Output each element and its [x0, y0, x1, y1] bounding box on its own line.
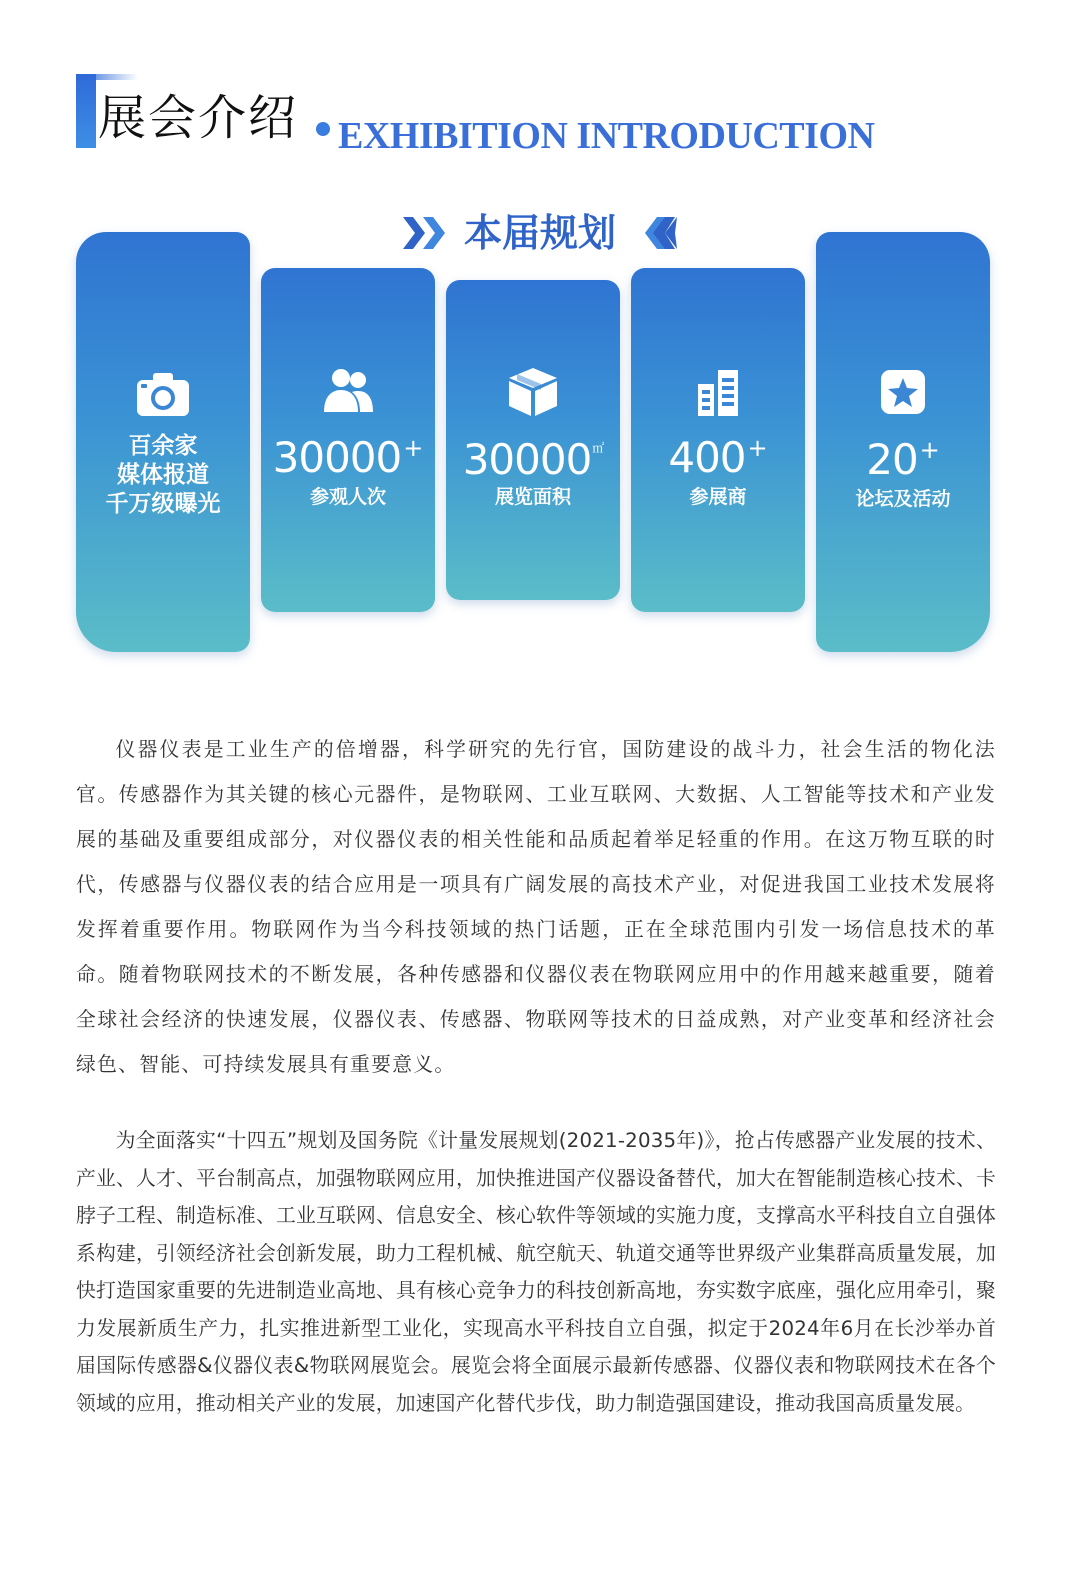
stat-area-label: 展览面积 — [494, 486, 571, 508]
stat-media-line-1: 百余家 — [128, 433, 198, 459]
section-title-cn: 展会介绍 — [98, 90, 299, 146]
stat-card-media — [76, 232, 250, 652]
intro-paragraph-2: 为全面落实“十四五”规划及国务院《计量发展规划(2021-2035年)》，抢占传感器产业发展的技术、产业、人才、平台制高点，加强物联网应用，加快推进国产仪器设备替代，加大在智能制造核心技术、卡脖子工程、制造标准、工业互联网、信息安全、核心软件等领域的实施力度，支撑高水平科技自立自强体系构建，引领经济社会创新发展，助力工程机械、航空航天、轨道交通等世界级产业集群高质量发展，加快打造国家重要的先进制造业高地、具有核心竞争力的科技创新高地，夯实数字底座，强化应用牵引，聚力发展新质生产力，扎实推进新型工业化，实现高水平科技自立自强，拟定于2024年6月在长沙举办首届国际传感器&仪器仪表&物联网展览会。展览会将全面展示最新传感器、仪器仪表和物联网技术在各个领域的应用，推动相关产业的发展，加速国产化替代步伐，助力制造强国建设，推动我国高质量发展。 — [76, 1129, 996, 1415]
stat-card-area — [446, 280, 620, 600]
section-title-en: EXHIBITION INTRODUCTION — [338, 115, 875, 157]
intro-paragraph-1: 仪器仪表是工业生产的倍增器，科学研究的先行官，国防建设的战斗力，社会生活的物化法官。传感器作为其关键的核心元器件，是物联网、工业互联网、大数据、人工智能等技术和产业发展的基础及重要组成部分，对仪器仪表的相关性能和品质起着举足轻重的作用。在这万物互联的时代，传感器与仪器仪表的结合应用是一项具有广阔发展的高技术产业，对促进我国工业技术发展将发挥着重要作用。物联网作为当今科技领域的热门话题，正在全球范围内引发一场信息技术的革命。随着物联网技术的不断发展，各种传感器和仪器仪表在物联网应用中的作用越来越重要，随着全球社会经济的快速发展，仪器仪表、传感器、物联网等技术的日益成熟，对产业变革和经济社会绿色、智能、可持续发展具有重要意义。 — [76, 738, 996, 1076]
stat-media-line-2: 媒体报道 — [117, 462, 209, 488]
stat-exhibitors-label: 参展商 — [689, 486, 747, 508]
stat-card-exhibitors — [631, 268, 805, 612]
header-accent-line — [76, 74, 138, 80]
stat-media-lines — [76, 432, 250, 519]
stat-forums-value: 20+ — [866, 435, 940, 484]
box-icon — [503, 366, 563, 418]
stat-visitors-label: 参观人次 — [309, 486, 386, 508]
header-accent-bar — [76, 74, 96, 148]
stat-area-value: 30000㎡ — [462, 435, 604, 484]
star-icon — [873, 368, 933, 420]
stat-media-line-3: 千万级曝光 — [105, 491, 221, 517]
header-dot — [316, 122, 330, 136]
stat-card-visitors — [261, 268, 435, 612]
building-icon — [688, 366, 748, 418]
stat-exhibitors-value: 400+ — [668, 433, 768, 482]
stat-card-forums — [816, 232, 990, 652]
section-header — [76, 74, 876, 157]
stats-cards — [0, 228, 1080, 668]
stat-forums-label: 论坛及活动 — [855, 488, 951, 510]
camera-icon — [133, 368, 193, 420]
stat-visitors-value: 30000+ — [272, 433, 424, 482]
users-icon — [318, 366, 378, 418]
plan-title: 本届规划 — [463, 210, 616, 255]
